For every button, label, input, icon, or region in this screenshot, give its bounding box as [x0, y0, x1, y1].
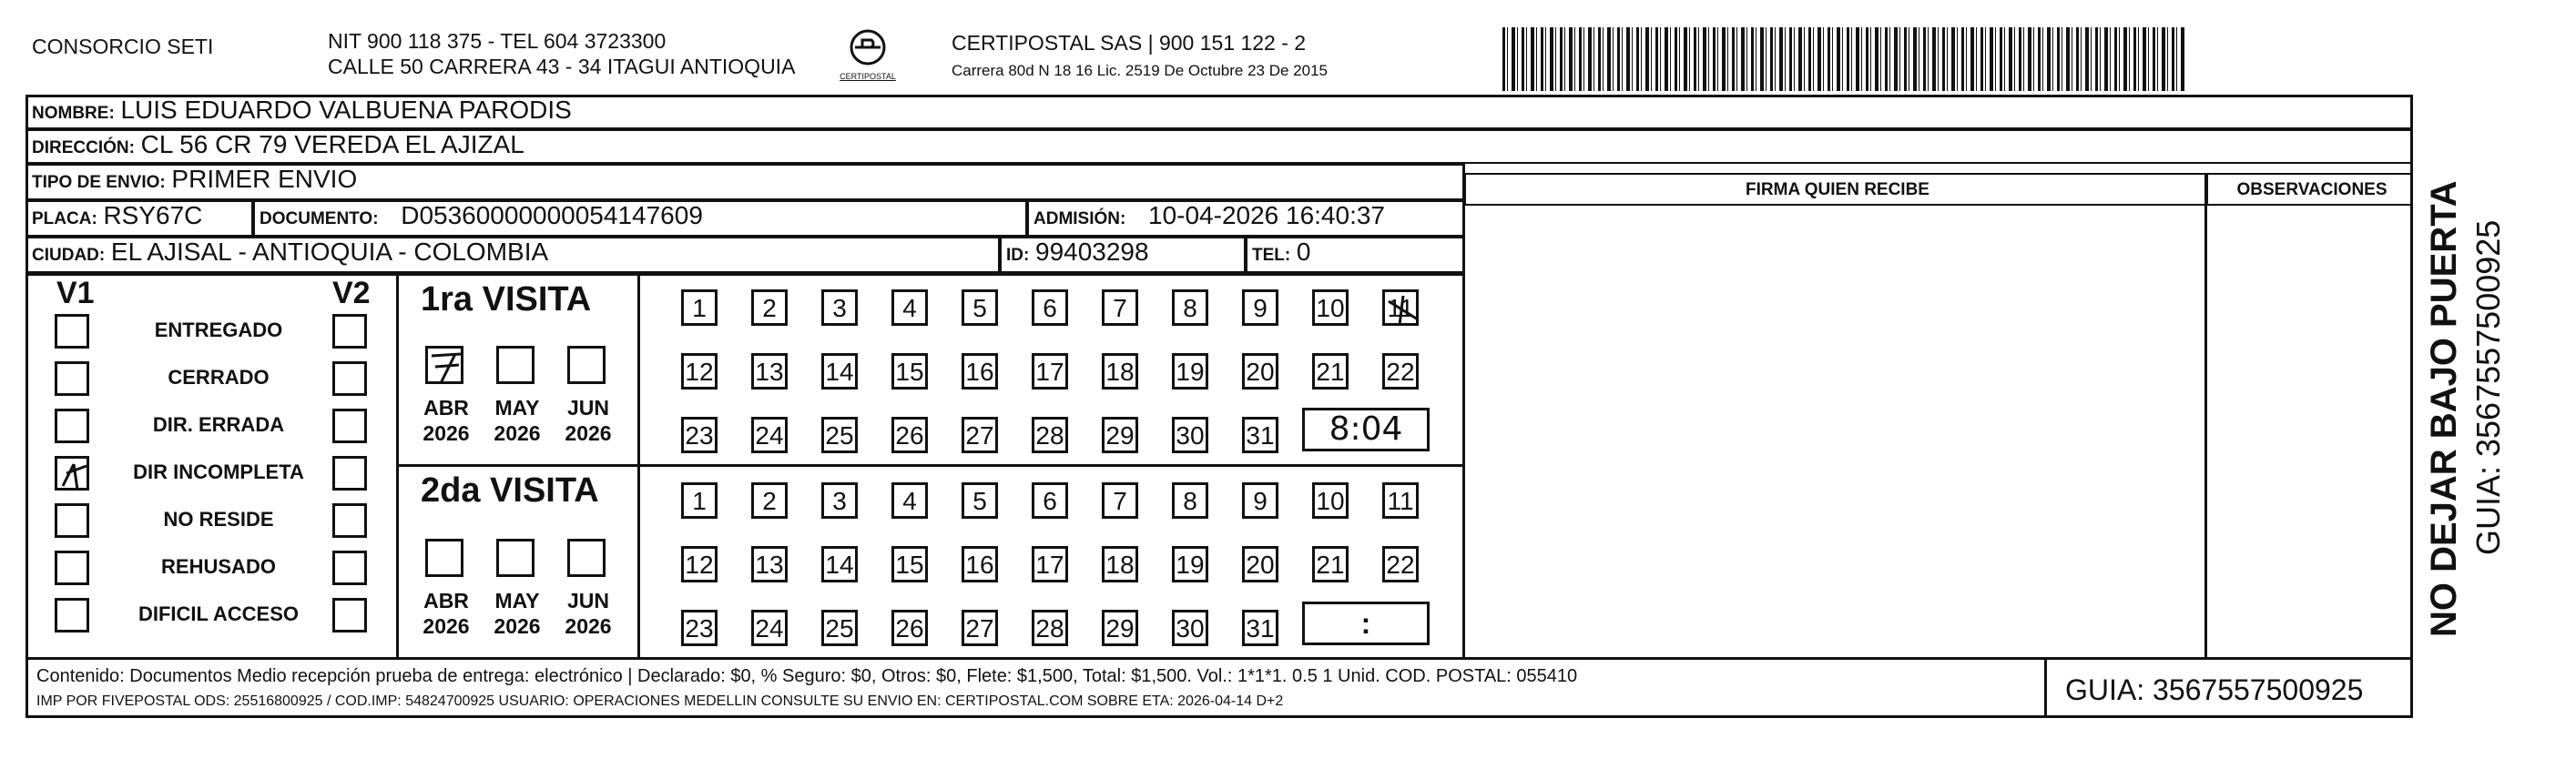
month-checkbox[interactable] — [425, 539, 463, 577]
day-box[interactable]: 6 — [1032, 289, 1068, 326]
day-box[interactable]: 3 — [821, 482, 858, 519]
month-checkbox[interactable] — [567, 346, 606, 384]
day-box[interactable]: 14 — [821, 546, 858, 582]
firma-label: FIRMA QUIEN RECIBE — [1746, 180, 1929, 199]
v2-checkbox[interactable] — [332, 361, 367, 396]
v2-checkbox[interactable] — [332, 551, 367, 585]
day-box[interactable]: 17 — [1032, 546, 1068, 582]
logo-text: CERTIPOSTAL — [840, 72, 896, 81]
month-label: MAY 2026 — [494, 396, 541, 445]
day-box[interactable]: 4 — [891, 482, 928, 519]
day-box[interactable]: 11 — [1382, 482, 1419, 519]
observaciones-label: OBSERVACIONES — [2236, 180, 2388, 199]
day-box[interactable]: 22 — [1382, 353, 1419, 390]
side-warning: NO DEJAR BAJO PUERTA — [2424, 180, 2464, 637]
month-checkbox[interactable] — [496, 346, 535, 384]
day-box[interactable]: 18 — [1102, 353, 1138, 390]
side-guia: GUIA: 3567557500925 — [2469, 219, 2507, 555]
day-box[interactable]: 10 — [1312, 482, 1349, 519]
footer-top-line — [25, 657, 2413, 660]
nombre-value: LUIS EDUARDO VALBUENA PARODIS — [120, 96, 572, 124]
observaciones-header — [2206, 173, 2413, 206]
month-checkbox[interactable] — [425, 346, 463, 384]
day-box[interactable]: 31 — [1242, 610, 1278, 646]
check-mark-icon — [57, 459, 92, 493]
obs-left-divider — [2204, 173, 2207, 657]
day-box[interactable]: 31 — [1242, 417, 1278, 453]
day-box[interactable]: 25 — [821, 417, 858, 453]
check-mark-icon — [428, 349, 466, 387]
day-box[interactable]: 30 — [1172, 417, 1208, 453]
day-box[interactable]: 26 — [891, 610, 928, 646]
v1-checkbox[interactable] — [55, 598, 89, 632]
nombre-label: NOMBRE: — [32, 104, 115, 123]
day-box[interactable]: 12 — [681, 353, 718, 390]
id-cell — [1000, 237, 1246, 273]
day-box[interactable]: 20 — [1242, 353, 1278, 390]
day-box[interactable]: 15 — [891, 353, 928, 390]
day-box[interactable]: 7 — [1102, 289, 1138, 326]
day-box[interactable]: 1 — [681, 289, 718, 326]
footer-guia: GUIA: 3567557500925 — [2065, 673, 2364, 706]
day-box[interactable]: 25 — [821, 610, 858, 646]
day-box[interactable]: 28 — [1032, 417, 1068, 453]
first-visit-title: 1ra VISITA — [421, 280, 592, 319]
v2-checkbox[interactable] — [332, 503, 367, 538]
day-box[interactable]: 27 — [962, 417, 998, 453]
v2-checkbox[interactable] — [332, 314, 367, 349]
day-box[interactable]: 12 — [681, 546, 718, 582]
day-box[interactable]: 27 — [962, 610, 998, 646]
v1-checkbox[interactable] — [55, 361, 89, 396]
status-option-label: REHUSADO — [161, 555, 276, 578]
day-box[interactable]: 18 — [1102, 546, 1138, 582]
day-box[interactable]: 22 — [1382, 546, 1419, 582]
section-top-line — [25, 273, 1464, 276]
day-box[interactable]: 21 — [1312, 353, 1349, 390]
address-line: CALLE 50 CARRERA 43 - 34 ITAGUI ANTIOQUIA — [328, 55, 796, 78]
month-checkbox[interactable] — [567, 539, 606, 577]
admision-cell — [1027, 200, 1464, 237]
placa-label: PLACA: — [32, 209, 97, 228]
day-box[interactable]: 7 — [1102, 482, 1138, 519]
day-box[interactable]: 24 — [751, 610, 788, 646]
status-option-label: ENTREGADO — [154, 319, 283, 341]
day-box[interactable]: 16 — [962, 353, 998, 390]
ciudad-label: CIUDAD: — [32, 246, 106, 265]
visit-mid-line — [396, 464, 1464, 467]
tel-label: TEL: — [1252, 246, 1291, 265]
day-box[interactable]: 9 — [1242, 482, 1278, 519]
day-box[interactable]: 15 — [891, 546, 928, 582]
day-box[interactable]: 26 — [891, 417, 928, 453]
month-label: ABR 2026 — [423, 589, 470, 638]
admision-value: 10-04-2026 16:40:37 — [1148, 201, 1385, 229]
v1-checkbox[interactable] — [55, 314, 89, 349]
month-label: ABR 2026 — [423, 396, 470, 445]
check-mark-icon — [1385, 292, 1421, 329]
ciudad-cell — [25, 237, 1000, 273]
admision-label: ADMISIÓN: — [1033, 209, 1126, 228]
day-box[interactable]: 11 — [1382, 289, 1419, 326]
footer-guia-divider — [2044, 657, 2047, 718]
nit-line: NIT 900 118 375 - TEL 604 3723300 — [328, 29, 667, 53]
v1-checkbox[interactable] — [55, 409, 89, 443]
barcode — [1502, 27, 2185, 91]
day-box[interactable]: 24 — [751, 417, 788, 453]
status-option-label: DIR INCOMPLETA — [133, 460, 304, 483]
day-box[interactable]: 13 — [751, 353, 788, 390]
day-box[interactable]: 23 — [681, 417, 718, 453]
status-option-label: NO RESIDE — [163, 508, 274, 531]
status-option-label: CERRADO — [168, 366, 270, 389]
direccion-row — [25, 129, 2413, 164]
v1-checkbox[interactable] — [55, 456, 89, 491]
day-box[interactable]: 6 — [1032, 482, 1068, 519]
day-box[interactable]: 21 — [1312, 546, 1349, 582]
documento-label: DOCUMENTO: — [260, 209, 379, 228]
tel-cell — [1246, 237, 1464, 273]
day-box[interactable]: 29 — [1102, 417, 1138, 453]
day-box[interactable]: 29 — [1102, 610, 1138, 646]
footer-contenido: Contenido: Documentos Medio recepción prueba de entrega: electrónico | Declarado: $0, % Seguro: $0, Otros: $0, Flete: $1,500, Total: $1,500. Vol.: 1*1*1. 0.5 1 Unid. COD. POSTAL: 055410 — [36, 666, 1578, 686]
day-box[interactable]: 16 — [962, 546, 998, 582]
day-box[interactable]: 5 — [962, 482, 998, 519]
logo-icon — [848, 27, 888, 67]
day-box[interactable]: 3 — [821, 289, 858, 326]
direccion-label: DIRECCIÓN: — [32, 138, 135, 157]
v1-checkbox[interactable] — [55, 551, 89, 585]
day-box[interactable]: 2 — [751, 289, 788, 326]
day-box[interactable]: 2 — [751, 482, 788, 519]
day-box[interactable]: 19 — [1172, 353, 1208, 390]
courier-line: CERTIPOSTAL SAS | 900 151 122 - 2 — [952, 31, 1307, 55]
month-label: JUN 2026 — [565, 396, 612, 445]
license-line: Carrera 80d N 18 16 Lic. 2519 De Octubre 23 De 2015 — [952, 62, 1328, 79]
v1-checkbox[interactable] — [55, 503, 89, 538]
firma-header — [1464, 173, 2206, 206]
v2-checkbox[interactable] — [332, 456, 367, 491]
day-box[interactable]: 8 — [1172, 289, 1208, 326]
id-label: ID: — [1006, 246, 1030, 265]
day-box[interactable]: 10 — [1312, 289, 1349, 326]
firma-left-divider — [1462, 164, 1465, 657]
certipostal-logo — [836, 27, 900, 93]
day-box[interactable]: 5 — [962, 289, 998, 326]
second-visit-title: 2da VISITA — [421, 471, 599, 510]
documento-value: D05360000000054147609 — [401, 201, 703, 229]
day-box[interactable]: 1 — [681, 482, 718, 519]
direccion-value: CL 56 CR 79 VEREDA EL AJIZAL — [140, 130, 524, 158]
month-label: JUN 2026 — [565, 589, 612, 638]
v1-label: V1 — [56, 276, 95, 310]
day-box[interactable]: 20 — [1242, 546, 1278, 582]
tel-value: 0 — [1296, 238, 1311, 266]
first-time-box[interactable]: 8:04 — [1302, 408, 1430, 451]
v2-checkbox[interactable] — [332, 409, 367, 443]
company-name: CONSORCIO SETI — [32, 35, 214, 58]
day-box[interactable]: 28 — [1032, 610, 1068, 646]
day-box[interactable]: 14 — [821, 353, 858, 390]
v2-checkbox[interactable] — [332, 598, 367, 632]
status-option-label: DIFICIL ACCESO — [137, 602, 299, 625]
day-box[interactable]: 13 — [751, 546, 788, 582]
month-label: MAY 2026 — [494, 589, 541, 638]
tipo-label: TIPO DE ENVIO: — [32, 173, 166, 192]
day-box[interactable]: 9 — [1242, 289, 1278, 326]
footer-imp: IMP POR FIVEPOSTAL ODS: 25516800925 / COD.IMP: 54824700925 USUARIO: OPERACIONES MEDELLIN CONSULTE SU ENVIO EN: CERTIPOSTAL.COM SOBRE ETA: 2026-04-14 D+2 — [36, 693, 1284, 709]
tipo-value: PRIMER ENVIO — [171, 165, 358, 193]
ciudad-value: EL AJISAL - ANTIOQUIA - COLOMBIA — [110, 238, 549, 266]
day-box[interactable]: 23 — [681, 610, 718, 646]
status-option-label: DIR. ERRADA — [152, 413, 285, 436]
documento-cell — [253, 200, 1027, 237]
placa-cell — [25, 200, 253, 237]
day-box[interactable]: 8 — [1172, 482, 1208, 519]
placa-value: RSY67C — [103, 201, 203, 229]
second-time-box[interactable]: : — [1302, 602, 1430, 645]
day-box[interactable]: 30 — [1172, 610, 1208, 646]
v2-label: V2 — [332, 276, 371, 310]
day-box[interactable]: 4 — [891, 289, 928, 326]
tipo-row — [25, 164, 1464, 200]
id-value: 99403298 — [1035, 238, 1149, 266]
day-box[interactable]: 17 — [1032, 353, 1068, 390]
day-box[interactable]: 19 — [1172, 546, 1208, 582]
nombre-row — [25, 95, 2413, 129]
month-checkbox[interactable] — [496, 539, 535, 577]
